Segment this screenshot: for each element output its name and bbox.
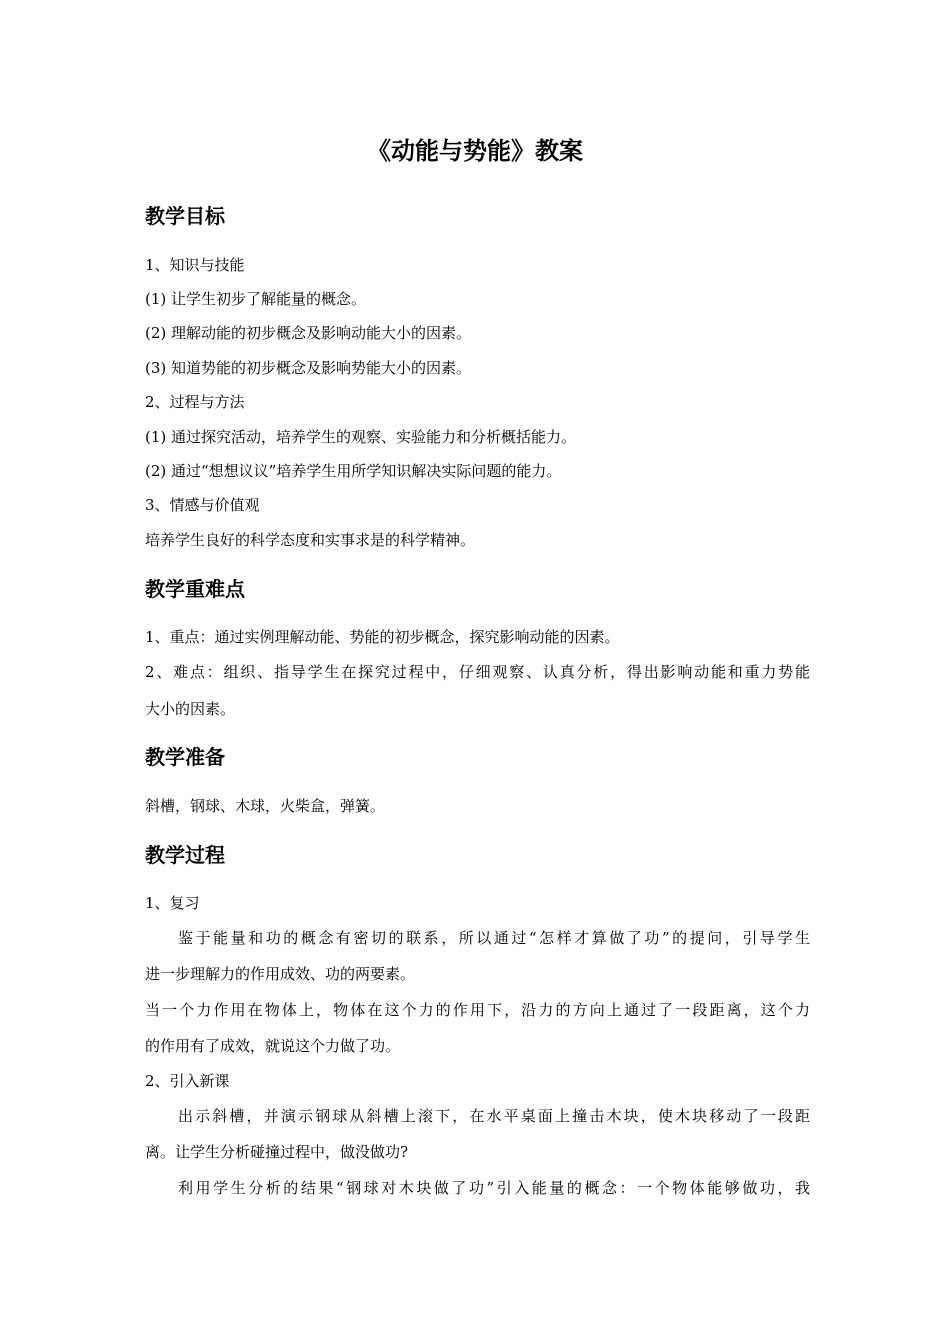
- objectives-line-5: 2、过程与方法: [145, 393, 245, 411]
- process-line-3: 进一步理解力的作用成效、功的两要素。: [145, 965, 416, 983]
- objectives-line-1: 1、知识与技能: [145, 256, 245, 274]
- section-heading-objectives: 教学目标: [145, 204, 225, 228]
- key-points-line-1: 1、重点：通过实例理解动能、势能的初步概念，探究影响动能的因素。: [145, 628, 620, 646]
- section-heading-key-points: 教学重难点: [145, 577, 245, 601]
- preparation-line-1: 斜槽，钢球、木球，火柴盒，弹簧。: [145, 797, 386, 815]
- objectives-line-9: 培养学生良好的科学态度和实事求是的科学精神。: [145, 531, 476, 549]
- objectives-line-6: (1) 通过探究活动，培养学生的观察、实验能力和分析概括能力。: [145, 428, 577, 446]
- objectives-line-4: (3) 知道势能的初步概念及影响势能大小的因素。: [145, 359, 472, 377]
- objectives-line-2: (1) 让学生初步了解能量的概念。: [145, 290, 367, 308]
- objectives-line-3: (2) 理解动能的初步概念及影响动能大小的因素。: [145, 324, 472, 342]
- objectives-line-8: 3、情感与价值观: [145, 496, 260, 514]
- process-line-8: 离。让学生分析碰撞过程中，做没做功?: [145, 1143, 409, 1161]
- section-heading-process: 教学过程: [145, 843, 225, 867]
- objectives-line-7: (2) 通过“想想议议”培养学生用所学知识解决实际问题的能力。: [145, 462, 562, 480]
- process-line-4: 当一个力作用在物体上，物体在这个力的作用下，沿力的方向上通过了一段距离，这个力: [145, 1001, 810, 1019]
- key-points-line-3: 大小的因素。: [145, 700, 236, 718]
- process-line-5: 的作用有了成效，就说这个力做了功。: [145, 1037, 401, 1055]
- key-points-line-2: 2、难点：组织、指导学生在探究过程中，仔细观察、认真分析，得出影响动能和重力势能: [145, 663, 810, 681]
- process-line-7: 出示斜槽，并演示钢球从斜槽上滚下，在水平桌面上撞击木块，使木块移动了一段距: [178, 1107, 810, 1125]
- process-line-2: 鉴于能量和功的概念有密切的联系，所以通过“怎样才算做了功”的提问，引导学生: [178, 929, 810, 947]
- process-line-6: 2、引入新课: [145, 1072, 230, 1090]
- section-heading-preparation: 教学准备: [145, 745, 225, 769]
- process-line-9: 利用学生分析的结果“钢球对木块做了功”引入能量的概念：一个物体能够做功，我: [178, 1179, 810, 1197]
- process-line-1: 1、复习: [145, 894, 200, 912]
- document-title: 《动能与势能》教案: [367, 137, 583, 165]
